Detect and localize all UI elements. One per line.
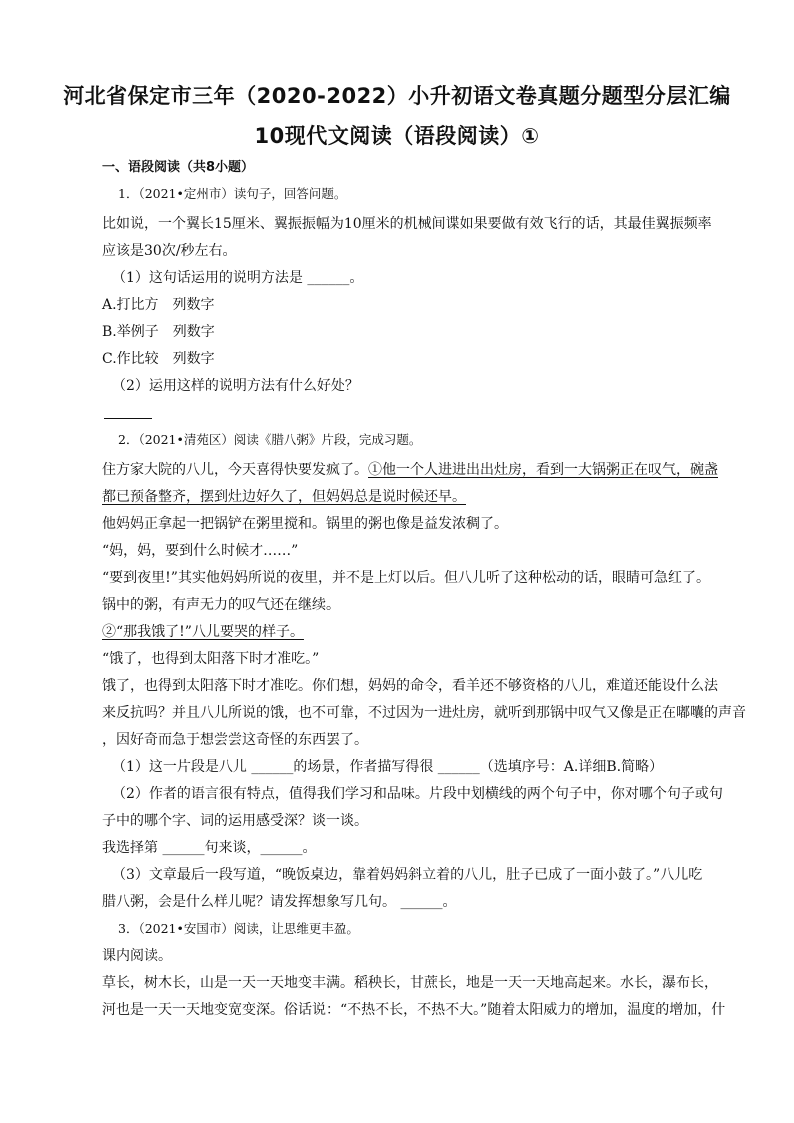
q2-sub3-line1: （3）文章最后一段写道，“晚饭桌边，靠着妈妈斜立着的八儿，肚子已成了一面小鼓了。”八儿吃	[112, 867, 703, 883]
section-heading: 一、语段阅读（共8小题）	[102, 160, 255, 175]
q2-sub1: （1）这一片段是八儿 ______的场景，作者描写得很 ______（选填序号：A.详细B.简略）	[112, 759, 664, 775]
q3-label: 课内阅读。	[102, 948, 172, 964]
q1-sub1: （1）这句话运用的说明方法是 ______。	[112, 270, 364, 286]
q3-paragraph1-line2: 河也是一天一天地变宽变深。俗话说：“不热不长，不热不大。”随着太阳威力的增加，温度的增加，什	[102, 1002, 726, 1018]
document-title-line1: 河北省保定市三年（2020-2022）小升初语文卷真题分题型分层汇编	[63, 84, 731, 108]
document-title-line2: 10现代文阅读（语段阅读）①	[254, 124, 540, 148]
q1-intro: 1．（2021•定州市）读句子，回答问题。	[118, 186, 347, 201]
q2-sub2-line2: 子中的哪个字、词的运用感受深？谈一谈。	[102, 813, 368, 829]
q2-underlined-sentence1-part2: 都已预备整齐，摆到灶边好久了，但妈妈总是说时候还早。	[102, 489, 466, 505]
q1-option-c: C.作比较 列数字	[102, 351, 215, 367]
q2-paragraph1-line1	[102, 460, 718, 480]
q1-text-line2: 应该是30次/秒左右。	[102, 243, 237, 259]
q1-answer-blank	[104, 418, 152, 419]
q2-paragraph1-line2	[102, 487, 712, 507]
q3-paragraph1-line1: 草长，树木长，山是一天一天地变丰满。稻秧长，甘蔗长，地是一天一天地高起来。水长，瀑布长，	[102, 975, 718, 991]
q2-sub3-line2: 腊八粥，会是什么样儿呢？请发挥想象写几句。 ______。	[102, 894, 457, 910]
q2-p1-plain: 住方家大院的八儿，今天喜得快要发疯了。	[102, 462, 368, 478]
q3-intro: 3．（2021•安国市）阅读，让思维更丰盈。	[118, 921, 359, 936]
q2-paragraph7-line3: ，因好奇而急于想尝尝这奇怪的东西罢了。	[102, 732, 368, 748]
q2-paragraph5	[102, 622, 712, 642]
q2-underlined-sentence1-part1: ①他一个人进进出出灶房，看到一大锅粥正在叹气，碗盏	[368, 462, 718, 478]
q2-sub2-line1: （2）作者的语言很有特点，值得我们学习和品味。片段中划横线的两个句子中，你对哪个句子或句	[112, 786, 723, 802]
q1-option-b: B.举例子 列数字	[102, 324, 215, 340]
q2-underlined-sentence2: ②“那我饿了!”八儿要哭的样子。	[102, 624, 304, 640]
q2-sub2-answer: 我选择第 ______句来谈，______。	[102, 840, 317, 856]
q2-intro: 2．（2021•清苑区）阅读《腊八粥》片段，完成习题。	[118, 432, 422, 447]
q2-paragraph3: “妈，妈，要到什么时候才……”	[102, 543, 299, 559]
q2-paragraph2: 他妈妈正拿起一把锅铲在粥里搅和。锅里的粥也像是益发浓稠了。	[102, 516, 508, 532]
q1-text-line1: 比如说，一个翼长15厘米、翼振振幅为10厘米的机械间谍如果要做有效飞行的话，其最佳翼振频率	[102, 216, 712, 232]
q2-paragraph7-line1: 饿了，也得到太阳落下时才准吃。你们想，妈妈的命令，看羊还不够资格的八儿，难道还能设什么法	[102, 678, 718, 694]
q1-option-a: A.打比方 列数字	[102, 297, 215, 313]
q2-paragraph6: “饿了，也得到太阳落下时才准吃。”	[102, 651, 320, 667]
q2-paragraph7-line2: 来反抗吗？并且八儿所说的饿，也不可靠，不过因为一进灶房，就听到那锅中叹气又像是正在嘟囔的声音	[102, 705, 746, 721]
q2-paragraph4-line1: “要到夜里!”其实他妈妈所说的夜里，并不是上灯以后。但八儿听了这种松动的话，眼睛可急红了。	[102, 570, 710, 586]
q1-sub2: （2）运用这样的说明方法有什么好处？	[112, 378, 359, 394]
q2-paragraph4-line2: 锅中的粥，有声无力的叹气还在继续。	[102, 597, 340, 613]
